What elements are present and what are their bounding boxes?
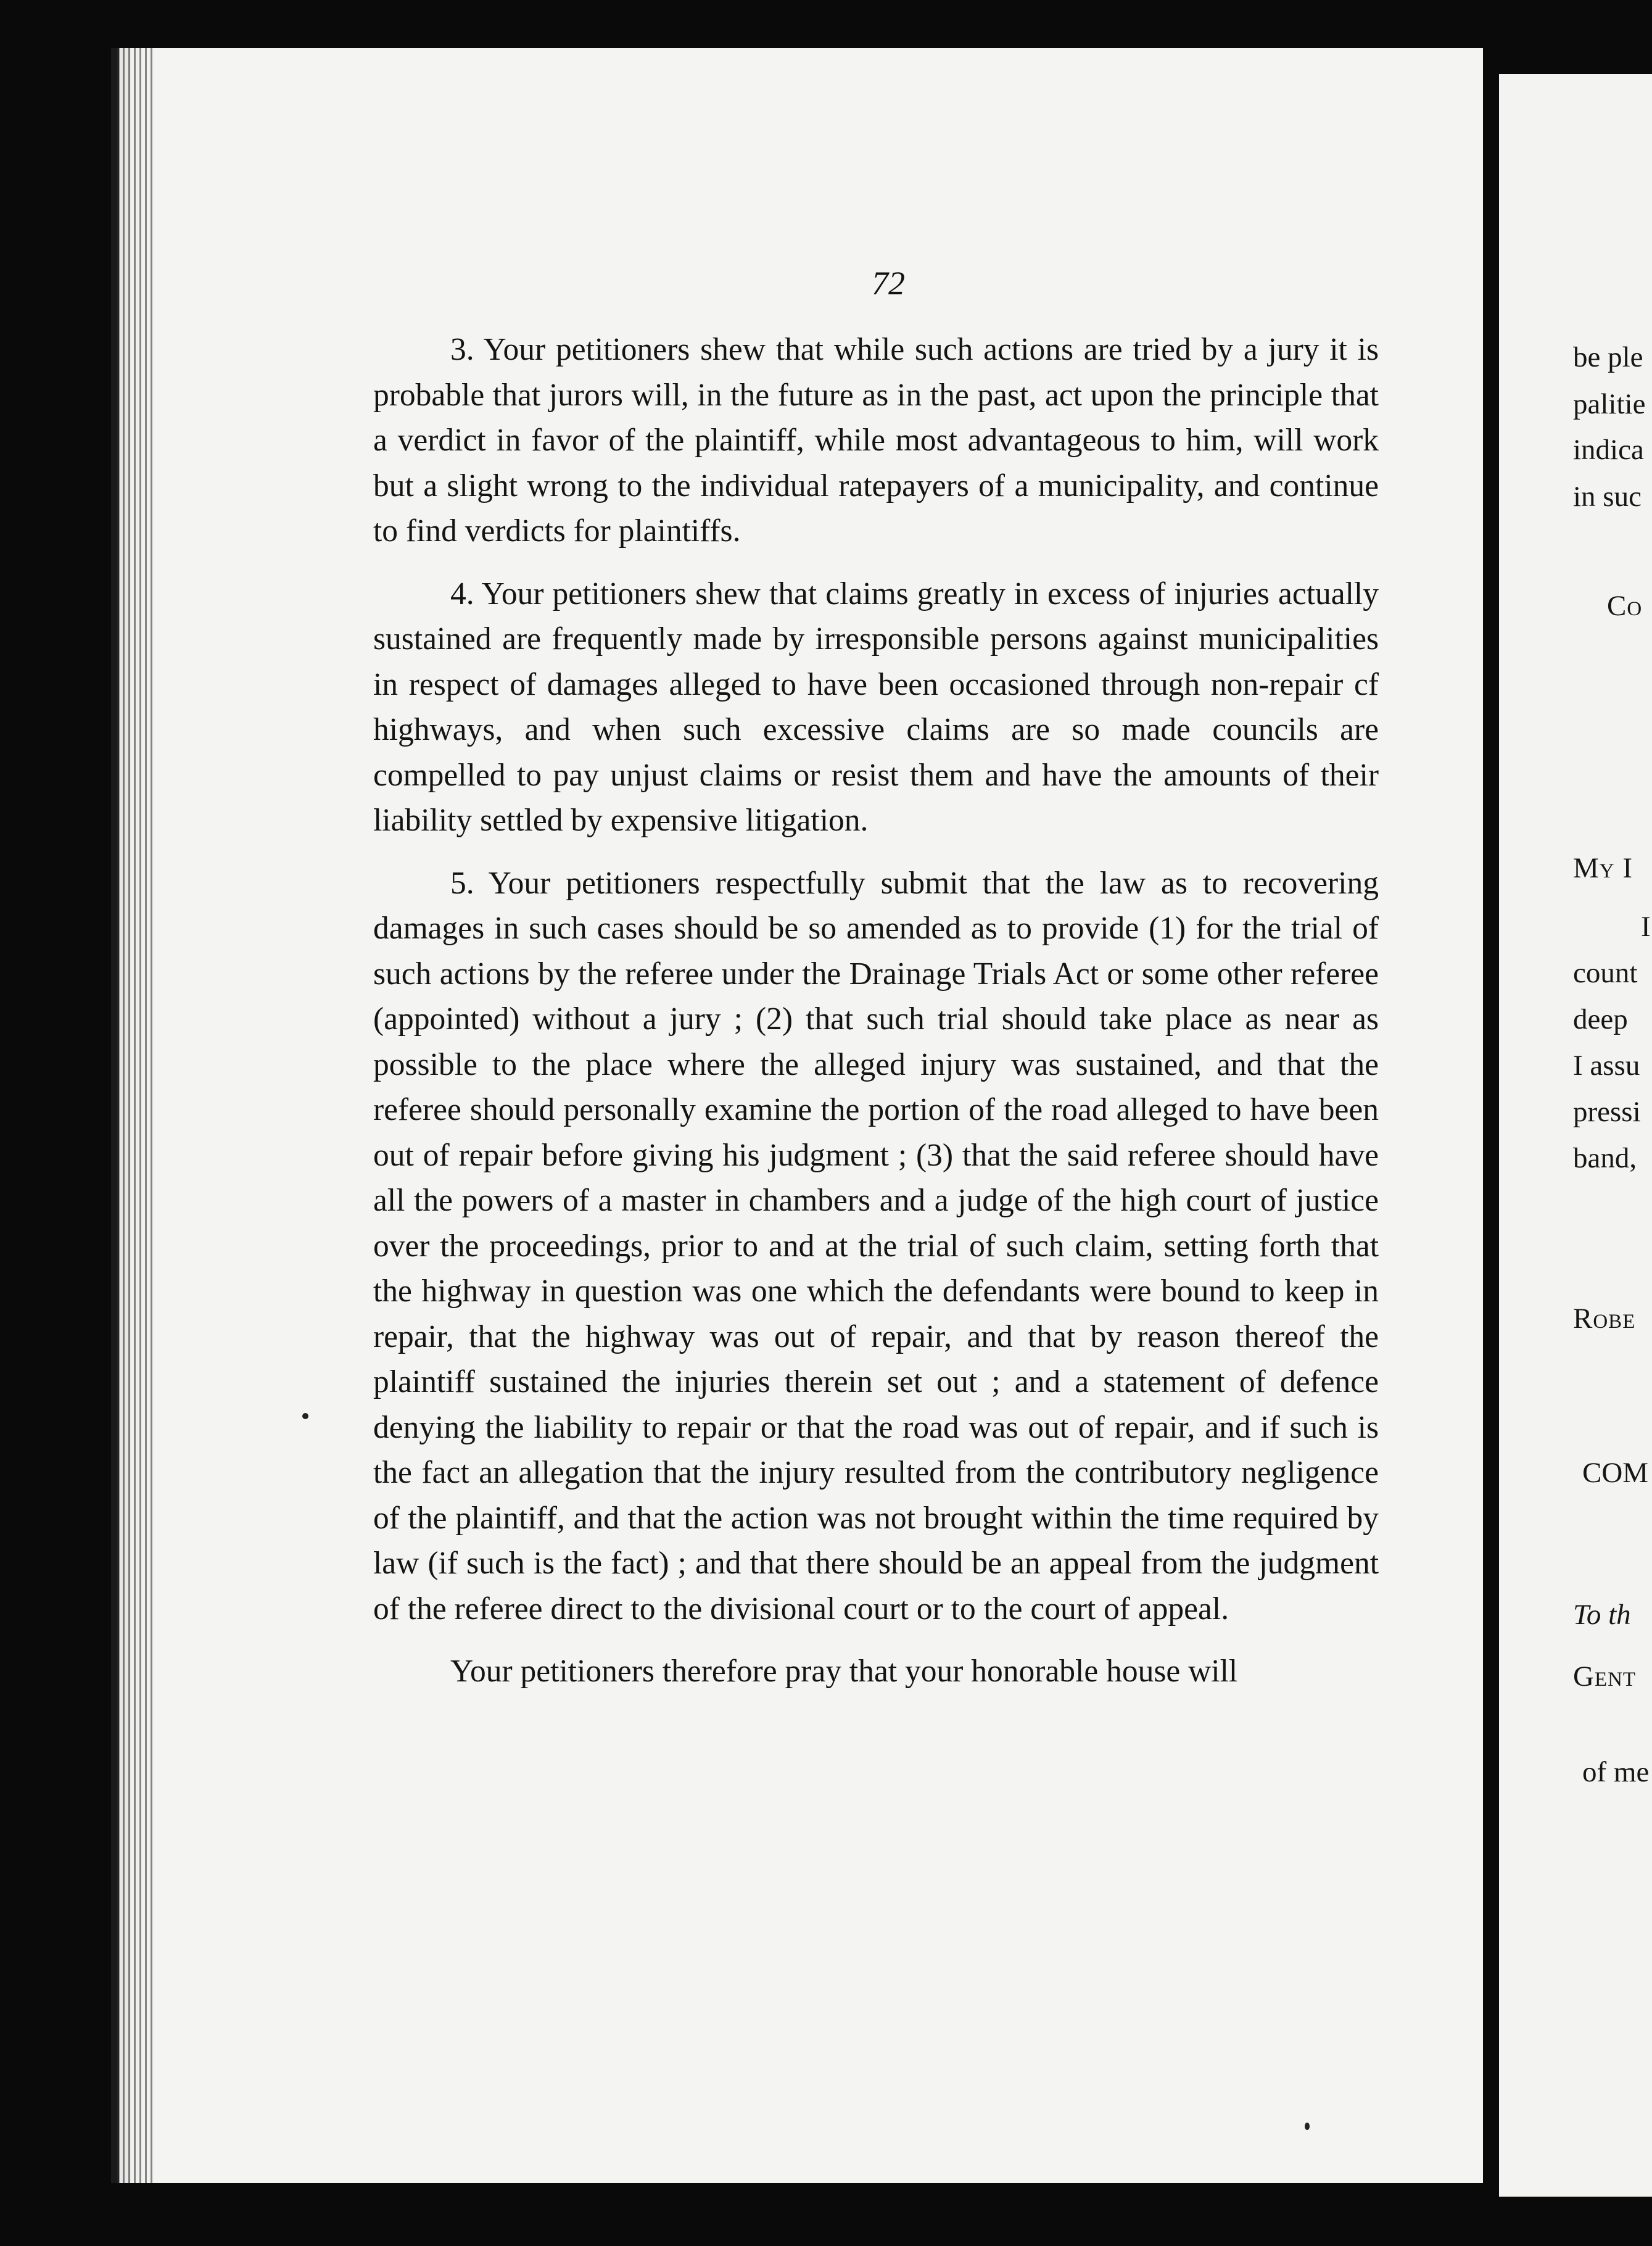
right-page-line: I — [1641, 911, 1651, 943]
scan-speck — [302, 1413, 308, 1419]
scan-speck — [1305, 2123, 1310, 2130]
right-page-line: palitie — [1573, 388, 1646, 420]
prayer-paragraph: Your petitioners therefore pray that your honorable house will — [450, 1654, 1238, 1689]
paragraph-3: 3. Your petitioners shew that while such actions are tried by a jury it is probable that jurors will, in the future as in the past, act upon the principle that a verdict in favor of the plaintiff, while most advantageous to him, will work but a slight wrong to the individual ratepayers of a municipality, and continue to find verdicts for plaintiffs. — [373, 332, 1379, 549]
right-page-line: count — [1573, 957, 1638, 989]
right-page-heading: COM — [1582, 1457, 1649, 1489]
right-page-address: To th — [1573, 1599, 1631, 1631]
right-page-line: deep — [1573, 1003, 1628, 1035]
right-page-line: I assu — [1573, 1050, 1640, 1082]
paragraph-4: 4. Your petitioners shew that claims greatly in excess of injuries actually sustained are frequently made by irresponsible persons against municipalities in respect of damages alleged to have been occasioned through non-repair cf highways, and when such excessive claims are so made councils are compelled to pay unjust claims or resist them and have the amounts of their liability settled by expensive litigation. — [373, 576, 1379, 838]
right-page-heading: Co — [1607, 590, 1643, 622]
right-page-signature: Robe — [1573, 1303, 1636, 1335]
page-number: 72 — [872, 265, 905, 302]
right-page-salutation: My I — [1573, 852, 1633, 884]
right-page-line: in suc — [1573, 481, 1642, 513]
page-edge-binding — [117, 48, 154, 2183]
right-page-line: band, — [1573, 1142, 1637, 1174]
paragraph-5: 5. Your petitioners respectfully submit that the law as to recovering damages in such cases should be so amended as to provide (1) for the trial of such actions by the referee under the Drainage Trials Act or some other referee (appointed) without a jury ; (2) that such trial should take place as near as possible to the place where the alleged injury was sustained, and that the referee should personally examine the portion of the road alleged to have been out of repair before giving his judgment ; (3) that the said referee should have all the powers of a master in chambers and a judge of the high court of justice over the proceedings, prior to and at the trial of such claim, setting forth that the highway in question was one which the defendants were bound to keep in repair, that the highway was out of repair, and that by reason thereof the plaintiff sustained the injuries therein set out ; and a statement of defence denying the liability to repair or that the road was out of repair, and if such is the fact an allegation that the injury resulted from the contributory negligence of the plaintiff, and that the action was not brought within the time required by law (if such is the fact) ; and that there should be an appeal from the judgment of the referee direct to the divisional court or to the court of appeal. — [373, 865, 1379, 1626]
body-text — [373, 327, 1379, 1694]
right-page-salutation: Gent — [1573, 1660, 1637, 1693]
right-page-line: indica — [1573, 434, 1644, 466]
right-page-line: pressi — [1573, 1096, 1641, 1128]
right-page-line: of me — [1582, 1756, 1650, 1788]
right-page-line: be ple — [1573, 341, 1643, 373]
